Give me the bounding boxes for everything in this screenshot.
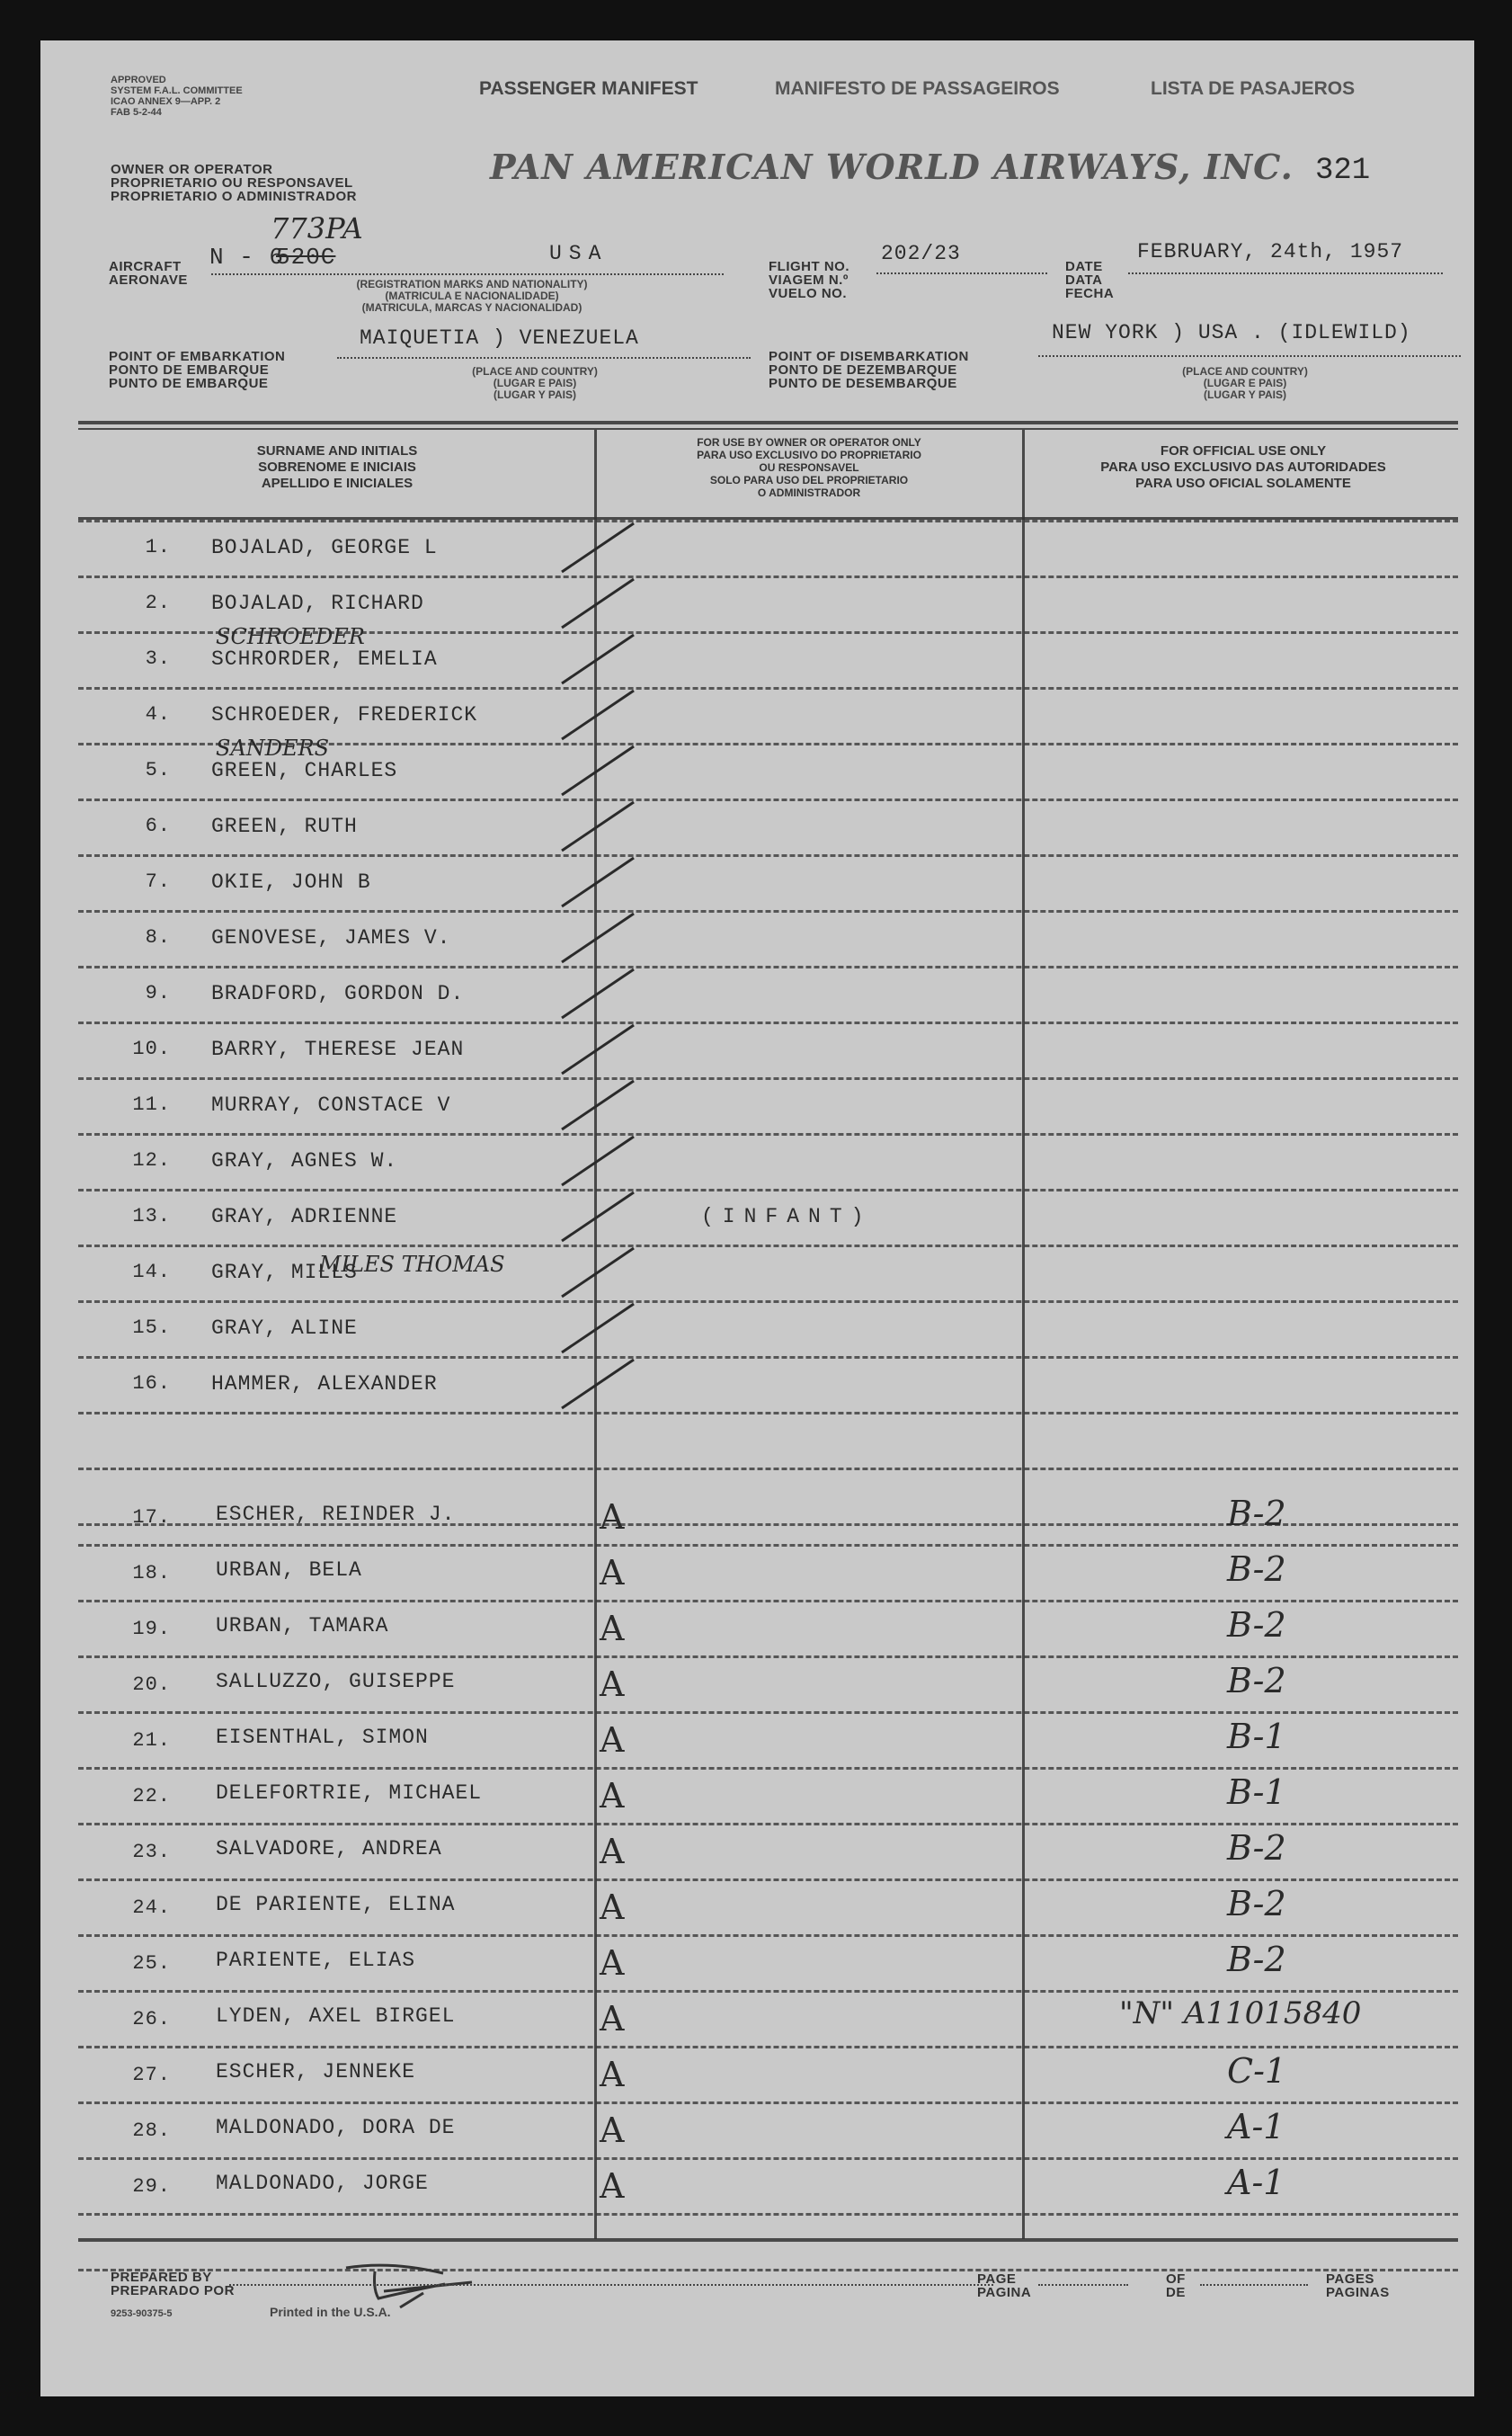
row-number: 27. bbox=[132, 2064, 171, 2086]
check-stroke bbox=[562, 1025, 634, 1074]
embark-sub-line: (LUGAR E PAIS) bbox=[493, 377, 577, 389]
flight-label-line: FLIGHT NO. bbox=[769, 259, 849, 274]
page-label-line: PAGINA bbox=[977, 2285, 1032, 2300]
prepared-label-line: PREPARADO POR bbox=[111, 2283, 235, 2298]
check-stroke bbox=[562, 1248, 634, 1297]
page-label-line: PAGE bbox=[977, 2271, 1017, 2287]
operator-mark: A bbox=[600, 1943, 625, 1983]
approval-line: ICAO ANNEX 9—APP. 2 bbox=[111, 96, 221, 107]
passenger-note: (INFANT) bbox=[701, 1205, 873, 1228]
row-number: 3. bbox=[145, 647, 171, 670]
passenger-name: ESCHER, JENNEKE bbox=[216, 2060, 416, 2084]
approval-line: APPROVED bbox=[111, 75, 166, 85]
official-code: B-2 bbox=[1227, 1494, 1286, 1533]
row-number: 6. bbox=[145, 815, 171, 837]
prepared-label bbox=[111, 2271, 235, 2298]
disembark-sub-line: (LUGAR Y PAIS) bbox=[1203, 388, 1286, 401]
passenger-note: SANDERS bbox=[216, 736, 330, 761]
row-number: 8. bbox=[145, 926, 171, 949]
passenger-name: PARIENTE, ELIAS bbox=[216, 1949, 416, 1972]
col-head-line: SOBRENOME E INICIAIS bbox=[258, 460, 416, 475]
operator-mark: A bbox=[600, 1553, 625, 1593]
of-label-line: DE bbox=[1166, 2285, 1186, 2300]
embark-label-line: PONTO DE EMBARQUE bbox=[109, 362, 270, 378]
col-head-line: SURNAME AND INITIALS bbox=[256, 443, 418, 459]
form-number: 9253-90375-5 bbox=[111, 2308, 173, 2319]
passenger-name: LYDEN, AXEL BIRGEL bbox=[216, 2004, 456, 2028]
passenger-name: BRADFORD, GORDON D. bbox=[211, 982, 465, 1005]
operator-label-line: PROPRIETARIO OU RESPONSAVEL bbox=[111, 175, 353, 191]
passenger-note: MILES THOMAS bbox=[319, 1252, 505, 1277]
col-head-line: OU RESPONSAVEL bbox=[759, 461, 859, 474]
operator-mark: A bbox=[600, 1776, 625, 1816]
manifest-sheet bbox=[40, 40, 1474, 2396]
operator-mark: A bbox=[600, 2055, 625, 2094]
passenger-name: GRAY, MILLS bbox=[211, 1261, 358, 1284]
row-number: 29. bbox=[132, 2175, 171, 2198]
row-number: 19. bbox=[132, 1618, 171, 1640]
passenger-name: ESCHER, REINDER J. bbox=[216, 1503, 456, 1526]
col-head-line: APELLIDO E INICIALES bbox=[261, 476, 414, 491]
passenger-name: URBAN, BELA bbox=[216, 1558, 362, 1582]
nationality: USA bbox=[549, 242, 609, 265]
row-number: 21. bbox=[132, 1729, 171, 1752]
check-stroke bbox=[562, 579, 634, 628]
of-label-line: OF bbox=[1166, 2271, 1186, 2287]
aircraft-handwritten: 773PA bbox=[271, 211, 363, 245]
check-stroke bbox=[562, 802, 634, 851]
disembark-label-line: PONTO DE DEZEMBARQUE bbox=[769, 362, 957, 378]
passenger-name: BOJALAD, GEORGE L bbox=[211, 536, 438, 559]
aircraft-label-line: AERONAVE bbox=[109, 272, 188, 288]
official-code: B-2 bbox=[1227, 1884, 1286, 1923]
approval-line: FAB 5-2-44 bbox=[111, 107, 162, 118]
check-stroke bbox=[562, 1304, 634, 1352]
aircraft-prefix: N - 6 bbox=[209, 244, 285, 271]
official-code: A-1 bbox=[1227, 2107, 1285, 2146]
official-code: A-1 bbox=[1227, 2163, 1285, 2202]
pages-label-line: PAGINAS bbox=[1326, 2285, 1390, 2300]
title-portuguese: MANIFESTO DE PASSAGEIROS bbox=[775, 78, 1060, 99]
row-number: 26. bbox=[132, 2008, 171, 2030]
operator-mark: A bbox=[600, 1609, 625, 1648]
passenger-name: SCHRORDER, EMELIA bbox=[211, 647, 438, 671]
date-label-line: DATA bbox=[1065, 272, 1103, 288]
col-head-line: FOR OFFICIAL USE ONLY bbox=[1160, 443, 1327, 459]
passenger-name: GRAY, ALINE bbox=[211, 1316, 358, 1340]
disembark-sub-line: (PLACE AND COUNTRY) bbox=[1182, 365, 1308, 378]
pages-label-line: PAGES bbox=[1326, 2271, 1374, 2287]
title-spanish: LISTA DE PASAJEROS bbox=[1151, 78, 1356, 99]
embark-label-line: PUNTO DE EMBARQUE bbox=[109, 376, 269, 391]
row-number: 10. bbox=[132, 1038, 171, 1060]
row-number: 7. bbox=[145, 870, 171, 893]
row-number: 23. bbox=[132, 1841, 171, 1863]
passenger-note: SCHROEDER bbox=[216, 624, 365, 649]
embark-sub-line: (LUGAR Y PAIS) bbox=[493, 388, 576, 401]
flight-date: FEBRUARY, 24th, 1957 bbox=[1137, 240, 1404, 263]
date-label-line: FECHA bbox=[1065, 286, 1115, 301]
col-head-line: PARA USO OFICIAL SOLAMENTE bbox=[1135, 476, 1351, 491]
passenger-name: DE PARIENTE, ELINA bbox=[216, 1893, 456, 1916]
check-stroke bbox=[562, 691, 634, 739]
passenger-name: DELEFORTRIE, MICHAEL bbox=[216, 1781, 483, 1805]
check-stroke bbox=[562, 523, 634, 572]
operator-label-line: PROPRIETARIO O ADMINISTRADOR bbox=[111, 189, 358, 204]
col-head-line: PARA USO EXCLUSIVO DAS AUTORIDADES bbox=[1100, 460, 1386, 475]
passenger-name: SALLUZZO, GUISEPPE bbox=[216, 1670, 456, 1693]
row-number: 12. bbox=[132, 1149, 171, 1172]
passenger-name: MURRAY, CONSTACE V bbox=[211, 1093, 451, 1117]
passenger-name: EISENTHAL, SIMON bbox=[216, 1726, 429, 1749]
row-number: 16. bbox=[132, 1372, 171, 1395]
row-number: 25. bbox=[132, 1952, 171, 1975]
passenger-name: MALDONADO, DORA DE bbox=[216, 2116, 456, 2139]
flight-label-line: VIAGEM N.º bbox=[769, 272, 849, 288]
prepared-label-line: PREPARED BY bbox=[111, 2270, 212, 2285]
check-stroke bbox=[562, 1192, 634, 1241]
operator-mark: A bbox=[600, 1664, 625, 1704]
official-code: B-2 bbox=[1227, 1828, 1286, 1868]
check-stroke bbox=[562, 1360, 634, 1408]
operator-mark: A bbox=[600, 2166, 625, 2206]
row-number: 28. bbox=[132, 2119, 171, 2142]
check-stroke bbox=[562, 635, 634, 683]
operator-mark: A bbox=[600, 1999, 625, 2039]
official-code: B-1 bbox=[1227, 1717, 1286, 1756]
check-stroke bbox=[562, 969, 634, 1018]
row-number: 24. bbox=[132, 1896, 171, 1919]
passenger-name: URBAN, TAMARA bbox=[216, 1614, 389, 1637]
passenger-name: GREEN, CHARLES bbox=[211, 759, 398, 782]
passenger-name: GRAY, AGNES W. bbox=[211, 1149, 398, 1173]
row-number: 5. bbox=[145, 759, 171, 781]
passenger-name: BARRY, THERESE JEAN bbox=[211, 1038, 465, 1061]
pages-label bbox=[1326, 2272, 1390, 2299]
disembark-label-line: POINT OF DISEMBARKATION bbox=[769, 349, 969, 364]
row-number: 2. bbox=[145, 592, 171, 614]
row-number: 15. bbox=[132, 1316, 171, 1339]
page-number: 321 bbox=[1315, 154, 1371, 188]
date-label-line: DATE bbox=[1065, 259, 1103, 274]
official-code: C-1 bbox=[1227, 2051, 1287, 2091]
page-label bbox=[977, 2272, 1031, 2299]
embark-place: MAIQUETIA ) VENEZUELA bbox=[360, 326, 639, 350]
row-number: 20. bbox=[132, 1673, 171, 1696]
row-number: 11. bbox=[132, 1093, 171, 1116]
aircraft-label-line: AIRCRAFT bbox=[109, 259, 182, 274]
row-number: 18. bbox=[132, 1562, 171, 1584]
approval-line: SYSTEM F.A.L. COMMITTEE bbox=[111, 85, 243, 96]
title-english: PASSENGER MANIFEST bbox=[479, 78, 698, 99]
registration-sub-line: (REGISTRATION MARKS AND NATIONALITY) bbox=[356, 278, 588, 290]
embark-label-line: POINT OF EMBARKATION bbox=[109, 349, 286, 364]
passenger-name: GREEN, RUTH bbox=[211, 815, 358, 838]
flight-label-line: VUELO NO. bbox=[769, 286, 848, 301]
col-head-line: FOR USE BY OWNER OR OPERATOR ONLY bbox=[697, 436, 921, 449]
col-head-line: PARA USO EXCLUSIVO DO PROPRIETARIO bbox=[697, 449, 921, 461]
col-head-line: SOLO PARA USO DEL PROPRIETARIO bbox=[709, 474, 909, 486]
row-number: 13. bbox=[132, 1205, 171, 1227]
row-number: 17. bbox=[132, 1506, 171, 1529]
check-stroke bbox=[562, 1081, 634, 1129]
of-label bbox=[1166, 2272, 1186, 2299]
passenger-name: GRAY, ADRIENNE bbox=[211, 1205, 398, 1228]
operator-mark: A bbox=[600, 1832, 625, 1871]
row-number: 1. bbox=[145, 536, 171, 558]
official-code: B-2 bbox=[1227, 1661, 1286, 1700]
official-code: B-2 bbox=[1227, 1549, 1286, 1589]
operator-label-line: OWNER OR OPERATOR bbox=[111, 162, 273, 177]
official-code: B-2 bbox=[1227, 1940, 1286, 1979]
passenger-name: MALDONADO, JORGE bbox=[216, 2172, 429, 2195]
operator-mark: A bbox=[600, 1720, 625, 1760]
row-number: 14. bbox=[132, 1261, 171, 1283]
check-stroke bbox=[562, 914, 634, 962]
official-code: "N" A11015840 bbox=[1119, 1995, 1362, 2031]
disembark-label-line: PUNTO DE DESEMBARQUE bbox=[769, 376, 957, 391]
official-code: B-1 bbox=[1227, 1772, 1286, 1812]
operator-mark: A bbox=[600, 1497, 625, 1537]
aircraft-struck: 520C bbox=[276, 244, 336, 271]
check-stroke bbox=[562, 746, 634, 795]
row-number: 9. bbox=[145, 982, 171, 1004]
passenger-name: SALVADORE, ANDREA bbox=[216, 1837, 442, 1860]
operator-mark: A bbox=[600, 1887, 625, 1927]
disembark-sub-line: (LUGAR E PAIS) bbox=[1203, 377, 1287, 389]
preparer-signature bbox=[337, 2248, 499, 2311]
official-code: B-2 bbox=[1227, 1605, 1286, 1645]
passenger-name: BOJALAD, RICHARD bbox=[211, 592, 424, 615]
passenger-name: HAMMER, ALEXANDER bbox=[211, 1372, 438, 1396]
row-number: 22. bbox=[132, 1785, 171, 1807]
operator-mark: A bbox=[600, 2110, 625, 2150]
passenger-name: OKIE, JOHN B bbox=[211, 870, 371, 894]
airline-name: PAN AMERICAN WORLD AIRWAYS, INC. bbox=[490, 147, 1294, 187]
col-head-line: O ADMINISTRADOR bbox=[757, 486, 861, 499]
disembark-place: NEW YORK ) USA . (IDLEWILD) bbox=[1052, 321, 1411, 344]
registration-sub-line: (MATRICULA, MARCAS Y NACIONALIDAD) bbox=[361, 301, 583, 314]
registration-sub-line: (MATRICULA E NACIONALIDADE) bbox=[385, 290, 559, 302]
passenger-name: SCHROEDER, FREDERICK bbox=[211, 703, 478, 727]
flight-number: 202/23 bbox=[881, 242, 961, 265]
check-stroke bbox=[562, 1137, 634, 1185]
passenger-name: GENOVESE, JAMES V. bbox=[211, 926, 451, 950]
printed-note: Printed in the U.S.A. bbox=[270, 2305, 391, 2319]
check-stroke bbox=[562, 858, 634, 906]
row-number: 4. bbox=[145, 703, 171, 726]
embark-sub-line: (PLACE AND COUNTRY) bbox=[472, 365, 598, 378]
